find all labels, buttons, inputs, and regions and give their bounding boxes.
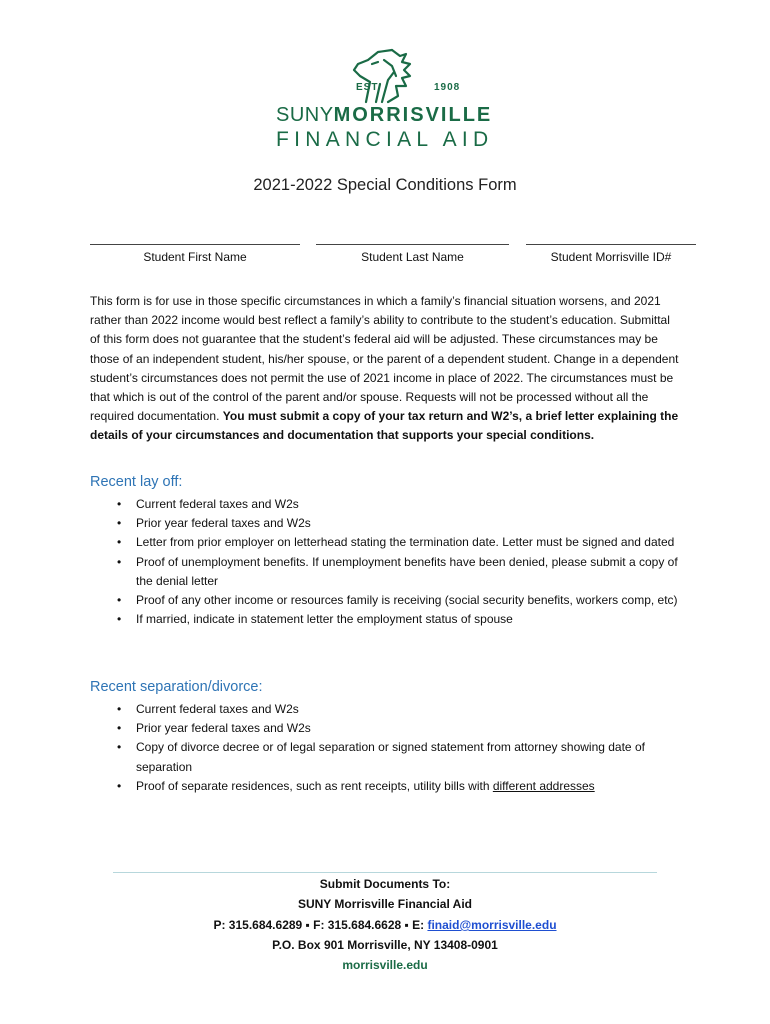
footer-divider [113,872,657,873]
footer-office: SUNY Morrisville Financial Aid [297,897,473,911]
list-item: • Current federal taxes and W2s [90,495,680,514]
layoff-list [90,495,680,629]
intro-bold-text: You must submit a copy of your tax return and W2’s, a brief letter explaining the details of your circumstances and documentation that supports your special conditions. [90,409,679,443]
est-label: EST. [356,82,382,93]
intro-text: This form is for use in those specific circumstances in which a family’s financial situation worsens, and 2021 rather than 2022 income would best reflect a family’s ability to contribute to the student’s education. Submittal of this form does not guarantee that the student’s federal aid will be adjusted. These circumstances may be those of an independent student, his/her spouse, or the parent of a dependent student. Change in a dependent student’s circumstances does not permit the use of 2021 income in place of 2022. The circumstances must be that which is out of the control of the parent and/or spouse. Requests will not be processed without all the required documentation. [90,294,679,424]
brand-name [276,104,492,127]
horse-head-icon [348,46,418,104]
list-item-text: Proof of separate residences, such as rent receipts, utility bills with [136,778,493,793]
list-item: • Prior year federal taxes and W2s [90,719,680,738]
section-heading-divorce: Recent separation/divorce: [90,679,263,695]
underlined-text: different addresses [492,778,595,793]
list-item: • Proof of unemployment benefits. If unemployment benefits have been denied, please submit a copy of the denial letter [90,553,680,591]
first-name-label: Student First Name [143,250,247,264]
footer-heading: Submit Documents To: [319,877,451,891]
email-link[interactable]: finaid@morrisville.edu [427,918,557,932]
brand-subtitle: FINANCIAL AID [276,128,494,151]
website-link[interactable]: morrisville.edu [342,958,428,972]
divorce-list [90,700,680,796]
footer-address: P.O. Box 901 Morrisville, NY 13408-0901 [272,938,498,952]
list-item: • Current federal taxes and W2s [90,700,680,719]
list-item: • Copy of divorce decree or of legal separation or signed statement from attorney showing date of separation [90,738,680,776]
contact-numbers: P: 315.684.6289 ▪ F: 315.684.6628 ▪ E: [213,918,428,932]
list-item: • Letter from prior employer on letterhead stating the termination date. Letter must be signed and dated [90,533,680,552]
form-title: 2021-2022 Special Conditions Form [253,176,517,194]
brand-main: MORRISVILLE [333,104,493,126]
footer-contact [0,918,770,932]
last-name-label: Student Last Name [361,250,464,264]
list-item: • Prior year federal taxes and W2s [90,514,680,533]
last-name-line[interactable] [316,244,509,245]
list-item: • If married, indicate in statement letter the employment status of spouse [90,610,680,629]
list-item [90,777,680,796]
section-heading-layoff: Recent lay off: [90,474,183,490]
logo [270,46,500,156]
first-name-line[interactable] [90,244,300,245]
est-year: 1908 [434,82,461,93]
brand-prefix: SUNY [276,104,334,126]
intro-paragraph [90,292,680,446]
id-line[interactable] [526,244,696,245]
list-item: • Proof of any other income or resources family is receiving (social security benefits, workers comp, etc) [90,591,680,610]
id-label: Student Morrisville ID# [550,250,672,264]
